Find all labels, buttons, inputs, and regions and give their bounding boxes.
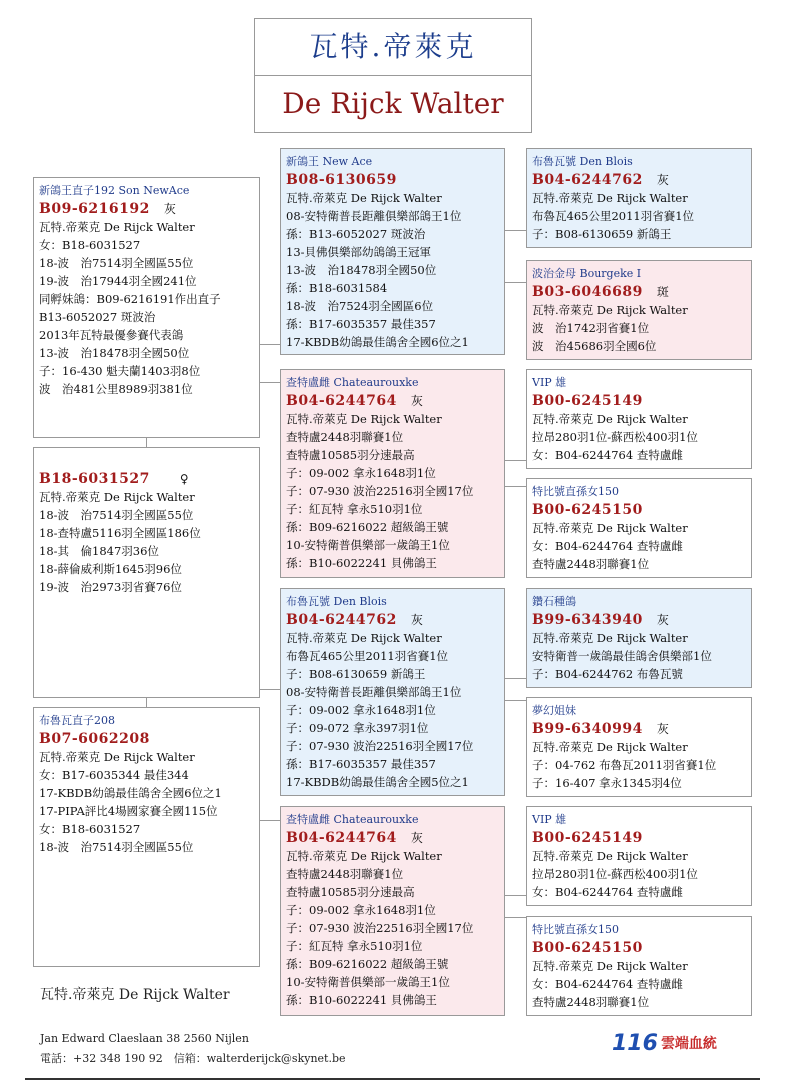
info-line: 18-波 治7514羽全國區55位 — [39, 840, 194, 854]
info-line: 查特盧10585羽分速最高 — [286, 448, 415, 462]
info-line: 波 治1742羽省賽1位 — [532, 321, 650, 335]
info-line: 2013年瓦特最優參賽代表鴿 — [39, 328, 184, 342]
info-line: 查特盧2448羽聯賽1位 — [286, 867, 404, 881]
ring-number: B07-6062208 — [39, 731, 150, 747]
info-line: 女：B17-6035344 最佳344 — [39, 768, 189, 782]
info-line: 拉昂280羽1位-蘇西松400羽1位 — [532, 867, 698, 881]
info-line: 子：16-430 魁夫蘭1403羽8位 — [39, 364, 201, 378]
ring-number: B04-6244764 — [286, 393, 397, 409]
info-line: 查特盧2448羽聯賽1位 — [532, 557, 650, 571]
info-line: 孫：B10-6022241 貝佛鴿王 — [286, 993, 437, 1007]
info-line: 瓦特.帝萊克 De Rijck Walter — [532, 521, 688, 535]
info-line: 18-查特盧5116羽全國區186位 — [39, 526, 201, 540]
owner-signature: 瓦特.帝萊克 De Rijck Walter — [40, 987, 230, 1003]
info-line: 瓦特.帝萊克 De Rijck Walter — [286, 631, 442, 645]
ring-number: B08-6130659 — [286, 172, 397, 188]
pigeon-name: 特比號直孫女150 — [532, 923, 619, 936]
pigeon-card-subject — [33, 177, 260, 438]
info-line: 女：B18-6031527 — [39, 238, 141, 252]
pigeon-color: 斑 — [656, 285, 670, 299]
pigeon-card-dam-sire — [33, 707, 260, 967]
info-line: 子：B08-6130659 新鴿王 — [532, 227, 672, 241]
ring-number: B00-6245150 — [532, 502, 643, 518]
pigeon-name: 新鴿王 New Ace — [286, 155, 373, 168]
info-line: 瓦特.帝萊克 De Rijck Walter — [39, 750, 195, 764]
connector — [259, 382, 281, 383]
info-line: 18-波 治7514羽全國區55位 — [39, 508, 194, 522]
pigeon-card-gen3-2 — [526, 260, 752, 360]
pigeon-card-dam-sire-dam — [280, 806, 505, 1016]
info-line: 子：07-930 波治22516羽全國17位 — [286, 921, 474, 935]
owner-name-english: De Rijck Walter — [282, 87, 504, 120]
info-line: 女：B04-6244764 查特盧雌 — [532, 977, 683, 991]
connector — [504, 460, 526, 461]
info-line: 孫：B18-6031584 — [286, 281, 388, 295]
info-line: 女：B04-6244764 查特盧雌 — [532, 885, 683, 899]
pigeon-name: VIP 雄 — [532, 813, 567, 826]
info-line: 布魯瓦465公里2011羽省賽1位 — [286, 649, 449, 663]
info-line: 子：16-407 拿永1345羽4位 — [532, 776, 682, 790]
info-line: 18-波 治7524羽全國區6位 — [286, 299, 434, 313]
info-line: 子：09-002 拿永1648羽1位 — [286, 703, 436, 717]
logo-text: 雲端血統 — [660, 1036, 717, 1052]
info-line: 查特盧2448羽聯賽1位 — [286, 430, 404, 444]
pigeon-name: 波治金母 Bourgeke I — [532, 267, 642, 280]
info-line: 波 治45686羽全國6位 — [532, 339, 657, 353]
ring-number: B04-6244762 — [532, 172, 643, 188]
pigeon-card-gen3-4 — [526, 478, 752, 578]
divider — [25, 1078, 760, 1080]
connector — [146, 697, 147, 707]
info-line: 子：09-002 拿永1648羽1位 — [286, 903, 436, 917]
pigeon-name: 布魯瓦直子208 — [39, 714, 115, 727]
pigeon-color: 灰 — [410, 394, 424, 408]
info-line: 查特盧10585羽分速最高 — [286, 885, 415, 899]
pigeon-name: 特比號直孫女150 — [532, 485, 619, 498]
connector — [504, 486, 526, 487]
info-line: 孫：B17-6035357 最佳357 — [286, 317, 436, 331]
info-line: 瓦特.帝萊克 De Rijck Walter — [532, 303, 688, 317]
info-line: 瓦特.帝萊克 De Rijck Walter — [532, 412, 688, 426]
info-line: 孫：B13-6052027 斑波治 — [286, 227, 426, 241]
pigeon-card-sire-dam — [280, 369, 505, 578]
connector — [504, 700, 526, 701]
info-line: 安特衛普一歲鴿最佳鴿舍俱樂部1位 — [532, 649, 712, 663]
ring-number: B03-6046689 — [532, 284, 643, 300]
pigeon-name: 查特盧雌 Chateaurouxke — [286, 813, 419, 826]
ring-number: B00-6245150 — [532, 940, 643, 956]
info-line: 子：B08-6130659 新鴿王 — [286, 667, 426, 681]
pigeon-name: 查特盧雌 Chateaurouxke — [286, 376, 419, 389]
info-line: 瓦特.帝萊克 De Rijck Walter — [532, 631, 688, 645]
pigeon-name: VIP 雄 — [532, 376, 567, 389]
info-line: 子：04-762 布魯瓦2011羽省賽1位 — [532, 758, 717, 772]
info-line: 子：09-072 拿永397羽1位 — [286, 721, 429, 735]
ring-number: B99-6340994 — [532, 721, 643, 737]
pigeon-name: 鑽石種鴿 — [532, 595, 576, 608]
info-line: 19-波 治2973羽省賽76位 — [39, 580, 182, 594]
info-line: 19-波 治17944羽全國241位 — [39, 274, 197, 288]
pigeon-card-gen3-6 — [526, 697, 752, 797]
connector — [504, 917, 526, 918]
info-line: 18-其 倫1847羽36位 — [39, 544, 159, 558]
info-line: 08-安特衛普長距離俱樂部鴿王1位 — [286, 685, 462, 699]
connector — [146, 437, 147, 447]
pigeon-card-dam — [33, 447, 260, 698]
pigeon-card-gen3-7 — [526, 806, 752, 906]
pigeon-color: 灰 — [656, 173, 670, 187]
ring-number: B18-6031527 — [39, 471, 150, 487]
connector — [504, 678, 526, 679]
pigeon-card-dam-sire-sire — [280, 588, 505, 796]
info-line: 女：B04-6244764 查特盧雌 — [532, 539, 683, 553]
info-line: 17-KBDB幼鴿最佳鴿舍全國6位之1 — [286, 335, 469, 349]
connector — [504, 230, 526, 231]
info-line: 女：B18-6031527 — [39, 822, 141, 836]
info-line: 13-波 治18478羽全國50位 — [286, 263, 437, 277]
info-line: 子：B04-6244762 布魯瓦號 — [532, 667, 683, 681]
logo-number: 116 — [612, 1030, 658, 1056]
info-line: 17-PIPA評比4場國家賽全國115位 — [39, 804, 218, 818]
info-line: 布魯瓦465公里2011羽省賽1位 — [532, 209, 695, 223]
info-line: 波 治481公里8989羽381位 — [39, 382, 193, 396]
ring-number: B00-6245149 — [532, 830, 643, 846]
pigeon-color: 灰 — [656, 722, 670, 736]
info-line: 18-波 治7514羽全國區55位 — [39, 256, 194, 270]
ring-number: B99-6343940 — [532, 612, 643, 628]
connector — [259, 820, 281, 821]
info-line: 子：紅瓦特 拿永510羽1位 — [286, 939, 423, 953]
pigeon-color: 灰 — [410, 831, 424, 845]
info-line: 子：07-930 波治22516羽全國17位 — [286, 484, 474, 498]
info-line: 瓦特.帝萊克 De Rijck Walter — [532, 959, 688, 973]
info-line: 瓦特.帝萊克 De Rijck Walter — [39, 220, 195, 234]
pigeon-card-gen3-1 — [526, 148, 752, 248]
info-line: 瓦特.帝萊克 De Rijck Walter — [39, 490, 195, 504]
connector — [504, 895, 526, 896]
info-line: 子：紅瓦特 拿永510羽1位 — [286, 502, 423, 516]
footer-contact: 電話：+32 348 190 92 信箱：walterderijck@skynet.be — [40, 1052, 346, 1065]
pigeon-name: 新鴿王直子192 Son NewAce — [39, 184, 190, 197]
info-line: 孫：B10-6022241 貝佛鴿王 — [286, 556, 437, 570]
info-line: 孫：B09-6216022 超級鴿王號 — [286, 957, 449, 971]
pigeon-card-gen3-3 — [526, 369, 752, 469]
info-line: 瓦特.帝萊克 De Rijck Walter — [532, 740, 688, 754]
info-line: 08-安特衛普長距離俱樂部鴿王1位 — [286, 209, 462, 223]
ring-number: B04-6244764 — [286, 830, 397, 846]
info-line: 瓦特.帝萊克 De Rijck Walter — [532, 849, 688, 863]
ring-number: B09-6216192 — [39, 201, 150, 217]
pigeon-card-gen3-8 — [526, 916, 752, 1016]
brand-logo[interactable] — [612, 1028, 717, 1058]
connector — [259, 689, 281, 690]
info-line: 女：B04-6244764 查特盧雌 — [532, 448, 683, 462]
info-line: 10-安特衛普俱樂部一歲鴿王1位 — [286, 975, 450, 989]
connector — [259, 344, 281, 345]
info-line: 拉昂280羽1位-蘇西松400羽1位 — [532, 430, 698, 444]
info-line: 17-KBDB幼鴿最佳鴿舍全國5位之1 — [286, 775, 469, 789]
info-line: 瓦特.帝萊克 De Rijck Walter — [286, 412, 442, 426]
ring-number: B00-6245149 — [532, 393, 643, 409]
info-line: B13-6052027 斑波治 — [39, 310, 156, 324]
pigeon-name: 布魯瓦號 Den Blois — [286, 595, 387, 608]
info-line: 17-KBDB幼鴿最佳鴿舍全國6位之1 — [39, 786, 222, 800]
info-line: 查特盧2448羽聯賽1位 — [532, 995, 650, 1009]
ring-number: B04-6244762 — [286, 612, 397, 628]
pigeon-color: 灰 — [656, 613, 670, 627]
pigeon-name: 布魯瓦號 Den Blois — [532, 155, 633, 168]
info-line: 13-波 治18478羽全國50位 — [39, 346, 190, 360]
info-line: 18-薛倫威利斯1645羽96位 — [39, 562, 182, 576]
pigeon-card-gen3-5 — [526, 588, 752, 688]
info-line: 子：07-930 波治22516羽全國17位 — [286, 739, 474, 753]
pigeon-color: 灰 — [410, 613, 424, 627]
info-line: 子：09-002 拿永1648羽1位 — [286, 466, 436, 480]
owner-name-chinese: 瓦特.帝萊克 — [255, 19, 531, 76]
pigeon-card-sire — [280, 148, 505, 355]
info-line: 瓦特.帝萊克 De Rijck Walter — [286, 191, 442, 205]
info-line: 13-貝佛俱樂部幼鴿鴿王冠軍 — [286, 245, 432, 259]
info-line: 孫：B09-6216022 超級鴿王號 — [286, 520, 449, 534]
connector — [504, 282, 526, 283]
pigeon-color: 灰 — [163, 202, 177, 216]
info-line: 10-安特衛普俱樂部一歲鴿王1位 — [286, 538, 450, 552]
footer-address: Jan Edward Claeslaan 38 2560 Nijlen — [40, 1032, 249, 1045]
info-line: 瓦特.帝萊克 De Rijck Walter — [286, 849, 442, 863]
info-line: 同孵妹鴿：B09-6216191作出直子 — [39, 292, 221, 306]
info-line: 孫：B17-6035357 最佳357 — [286, 757, 436, 771]
sex-symbol: ♀ — [179, 472, 190, 486]
title-box — [254, 18, 532, 133]
pigeon-name: 夢幻姐妹 — [532, 704, 576, 717]
info-line: 瓦特.帝萊克 De Rijck Walter — [532, 191, 688, 205]
